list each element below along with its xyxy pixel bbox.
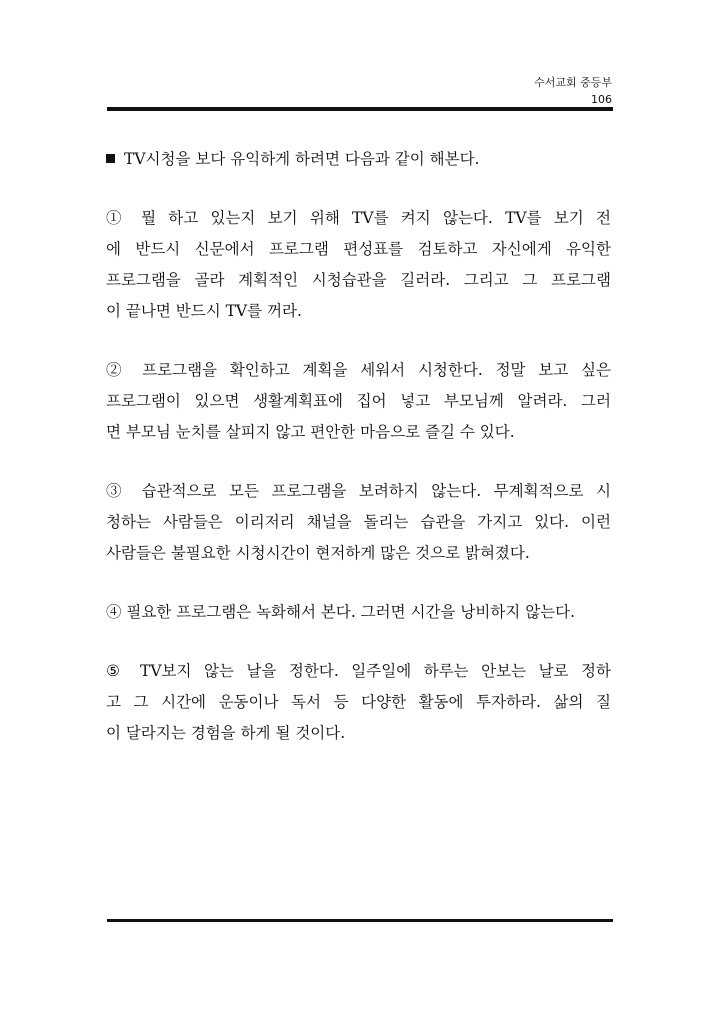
paragraph-line: ③ 습관적으로 모든 프로그램을 보려하지 않는다. 무계획적으로 시 xyxy=(106,482,611,500)
paragraph-line: 이 끝나면 반드시 TV를 꺼라. xyxy=(106,302,302,320)
square-bullet-icon xyxy=(106,154,115,163)
paragraph-line: 면 부모님 눈치를 살피지 않고 편안한 마음으로 즐길 수 있다. xyxy=(106,423,515,441)
paragraph-line: 고 그 시간에 운동이나 독서 등 다양한 활동에 투자하라. 삶의 질 xyxy=(106,693,611,711)
paragraph-line: ⑤ TV보지 않는 날을 정한다. 일주일에 하루는 안보는 날로 정하 xyxy=(106,662,611,680)
page-number: 106 xyxy=(591,93,612,106)
paragraph-line: 에 반드시 신문에서 프로그램 편성표를 검토하고 자신에게 유익한 xyxy=(106,240,611,258)
paragraph-line: 사람들은 불필요한 시청시간이 현저하게 많은 것으로 밝혀졌다. xyxy=(106,544,530,562)
header-rule xyxy=(107,107,613,111)
paragraph-3 xyxy=(106,476,611,569)
footer-rule xyxy=(107,919,613,922)
paragraph-5 xyxy=(106,656,611,749)
header-organization: 수서교회 중등부 xyxy=(534,76,612,89)
paragraph-line: 프로그램이 있으면 생활계획표에 집어 넣고 부모님께 알려라. 그러 xyxy=(106,392,611,410)
paragraph-line: ④ 필요한 프로그램은 녹화해서 본다. 그러면 시간을 낭비하지 않는다. xyxy=(106,603,576,621)
paragraph-2 xyxy=(106,355,611,448)
body-text xyxy=(106,203,611,777)
intro-line xyxy=(106,146,611,172)
paragraph-line: 프로그램을 골라 계획적인 시청습관을 길러라. 그리고 그 프로그램 xyxy=(106,271,611,289)
intro-text: TV시청을 보다 유익하게 하려면 다음과 같이 해본다. xyxy=(124,150,480,168)
paragraph-4 xyxy=(106,597,611,628)
paragraph-line: ① 뭘 하고 있는지 보기 위해 TV를 켜지 않는다. TV를 보기 전 xyxy=(106,209,611,227)
paragraph-line: 청하는 사람들은 이리저리 채널을 돌리는 습관을 가지고 있다. 이런 xyxy=(106,513,611,531)
paragraph-line: 이 달라지는 경험을 하게 될 것이다. xyxy=(106,724,346,742)
paragraph-line: ② 프로그램을 확인하고 계획을 세워서 시청한다. 정말 보고 싶은 xyxy=(106,361,611,379)
paragraph-1 xyxy=(106,203,611,327)
